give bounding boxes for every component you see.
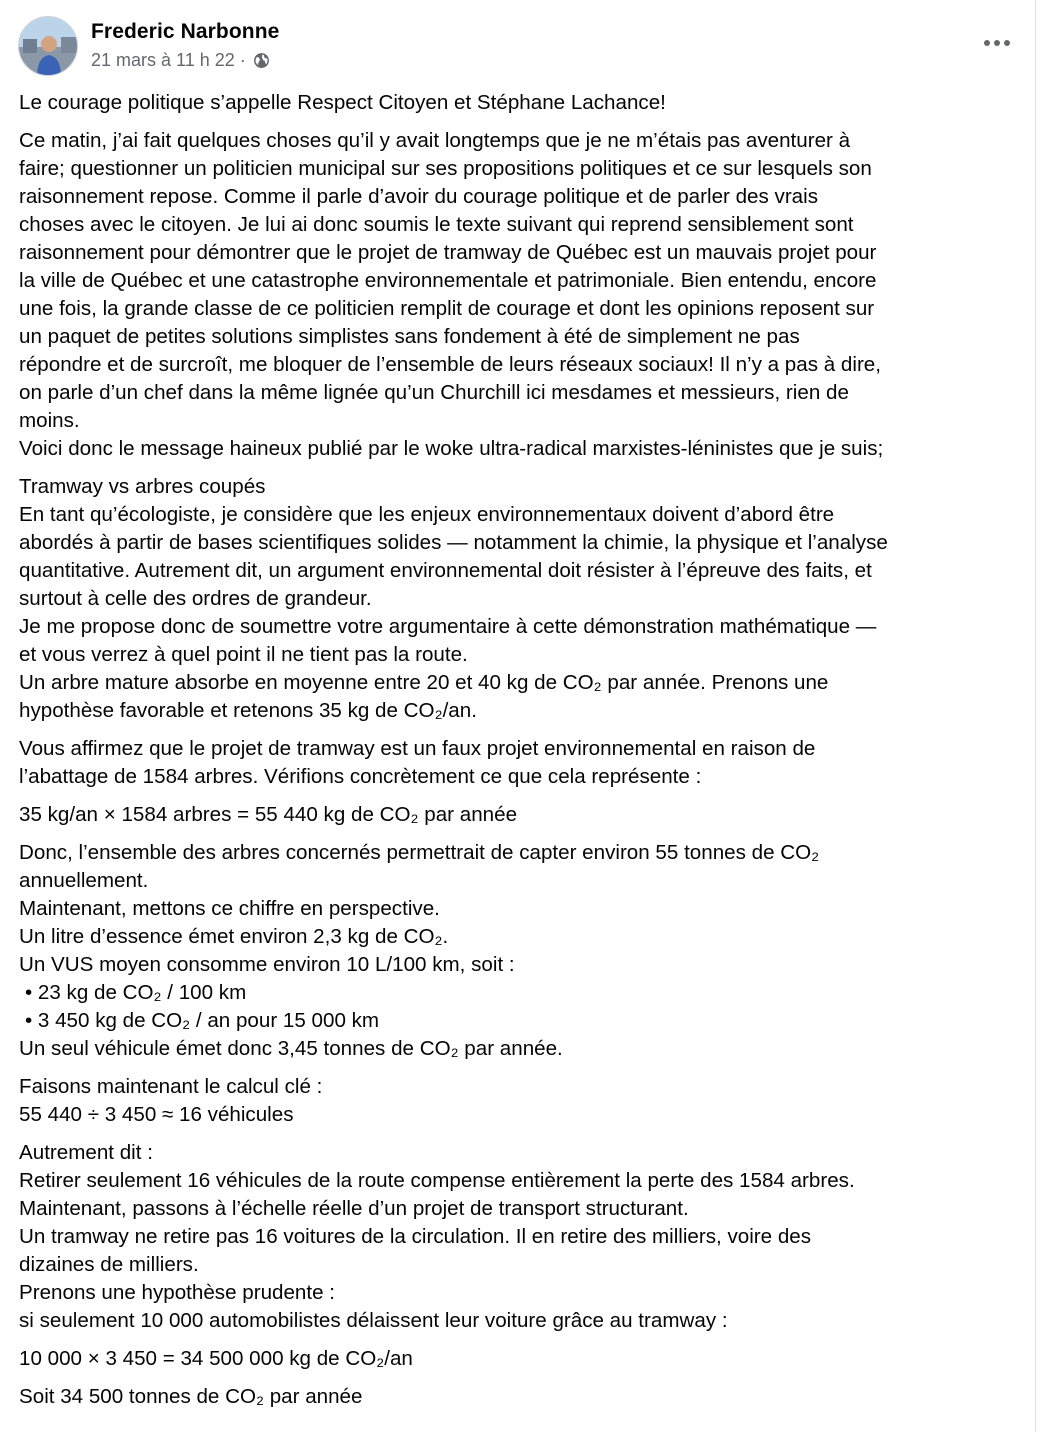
text-line: Retirer seulement 16 véhicules de la route compense entièrement la perte des 1584 arbres. [19,1169,855,1192]
text-line: Prenons une hypothèse prudente : [19,1281,336,1304]
text-line: En tant qu’écologiste, je considère que les enjeux environnementaux doivent d’abord être [19,503,835,526]
text-line: • 3 450 kg de CO₂ / an pour 15 000 km [25,1009,380,1032]
paragraph [19,735,1034,791]
text-line: raisonnement repose. Comme il parle d’avoir du courage politique et de parler des vrais [19,185,819,208]
text-line: abordés à partir de bases scientifiques solides — notamment la chimie, la physique et l’analyse [19,531,888,554]
text-line: Maintenant, mettons ce chiffre en perspective. [19,897,440,920]
text-line: Maintenant, passons à l’échelle réelle d’un projet de transport structurant. [19,1197,689,1220]
paragraph [19,801,1034,829]
text-line: Un litre d’essence émet environ 2,3 kg de CO₂. [19,925,449,948]
text-line: 35 kg/an × 1584 arbres = 55 440 kg de CO₂ par année [19,803,518,826]
paragraph [19,1345,1034,1373]
avatar-photo [19,17,78,76]
text-line: 10 000 × 3 450 = 34 500 000 kg de CO₂/an [19,1347,413,1370]
text-line: Un seul véhicule émet donc 3,45 tonnes de CO₂ par année. [19,1037,563,1060]
more-options-icon[interactable] [977,28,1017,58]
text-line: Un VUS moyen consomme environ 10 L/100 km, soit : [19,953,515,976]
post-body [19,89,1034,1421]
post-timestamp[interactable]: 21 mars à 11 h 22 [91,50,235,70]
globe-icon[interactable] [253,52,270,69]
paragraph [19,1139,1034,1335]
text-line: raisonnement pour démontrer que le projet de tramway de Québec est un mauvais projet pour [19,241,877,264]
avatar[interactable] [18,16,78,76]
text-line: Un arbre mature absorbe en moyenne entre 20 et 40 kg de CO₂ par année. Prenons une [19,671,829,694]
text-line: 55 440 ÷ 3 450 ≈ 16 véhicules [19,1103,294,1126]
text-line: l’abattage de 1584 arbres. Vérifions concrètement ce que cela représente : [19,765,702,788]
paragraph [19,473,1034,725]
text-line: si seulement 10 000 automobilistes délaissent leur voiture grâce au tramway : [19,1309,728,1332]
text-line: dizaines de milliers. [19,1253,199,1276]
text-line: Un tramway ne retire pas 16 voitures de la circulation. Il en retire des milliers, voire des [19,1225,812,1248]
text-line: et vous verrez à quel point il ne tient pas la route. [19,643,468,666]
paragraph [19,89,1034,117]
post-header [18,16,1017,78]
post-meta [91,50,270,71]
text-line: la ville de Québec et une catastrophe environnementale et patrimoniale. Bien entendu, encore [19,269,877,292]
text-line: annuellement. [19,869,149,892]
author-name[interactable]: Frederic Narbonne [91,20,280,43]
paragraph [19,1073,1034,1129]
text-line: Donc, l’ensemble des arbres concernés permettrait de capter environ 55 tonnes de CO₂ [19,841,820,864]
meta-separator: · [239,50,246,70]
text-line: un paquet de petites solutions simplistes sans fondement à été de simplement ne pas [19,325,800,348]
text-line: quantitative. Autrement dit, un argument environnemental doit résister à l’épreuve des faits, et [19,559,872,582]
text-line: Le courage politique s’appelle Respect Citoyen et Stéphane Lachance! [19,91,666,114]
text-line: on parle d’un chef dans la même lignée qu’un Churchill ici mesdames et messieurs, rien de [19,381,849,404]
text-line: faire; questionner un politicien municipal sur ses propositions politiques et ce sur lesquels son [19,157,872,180]
text-line: Tramway vs arbres coupés [19,475,266,498]
text-line: hypothèse favorable et retenons 35 kg de CO₂/an. [19,699,477,722]
text-line: • 23 kg de CO₂ / 100 km [25,981,247,1004]
paragraph [19,839,1034,1063]
text-line: Faisons maintenant le calcul clé : [19,1075,323,1098]
text-line: moins. [19,409,80,432]
text-line: répondre et de surcroît, me bloquer de l’ensemble de leurs réseaux sociaux! Il n’y a pas à dire, [19,353,881,376]
text-line: Ce matin, j’ai fait quelques choses qu’il y avait longtemps que je ne m’étais pas aventurer à [19,129,851,152]
text-line: choses avec le citoyen. Je lui ai donc soumis le texte suivant qui reprend sensiblement sont [19,213,854,236]
text-line: Voici donc le message haineux publié par le woke ultra-radical marxistes-léninistes que je suis; [19,437,884,460]
text-line: Autrement dit : [19,1141,153,1164]
paragraph [19,127,1034,463]
text-line: Vous affirmez que le projet de tramway est un faux projet environnemental en raison de [19,737,816,760]
paragraph [19,1383,1034,1411]
text-line: Soit 34 500 tonnes de CO₂ par année [19,1385,363,1408]
text-line: Je me propose donc de soumettre votre argumentaire à cette démonstration mathématique — [19,615,877,638]
text-line: surtout à celle des ordres de grandeur. [19,587,372,610]
text-line: une fois, la grande classe de ce politicien remplit de courage et dont les opinions reposent sur [19,297,875,320]
